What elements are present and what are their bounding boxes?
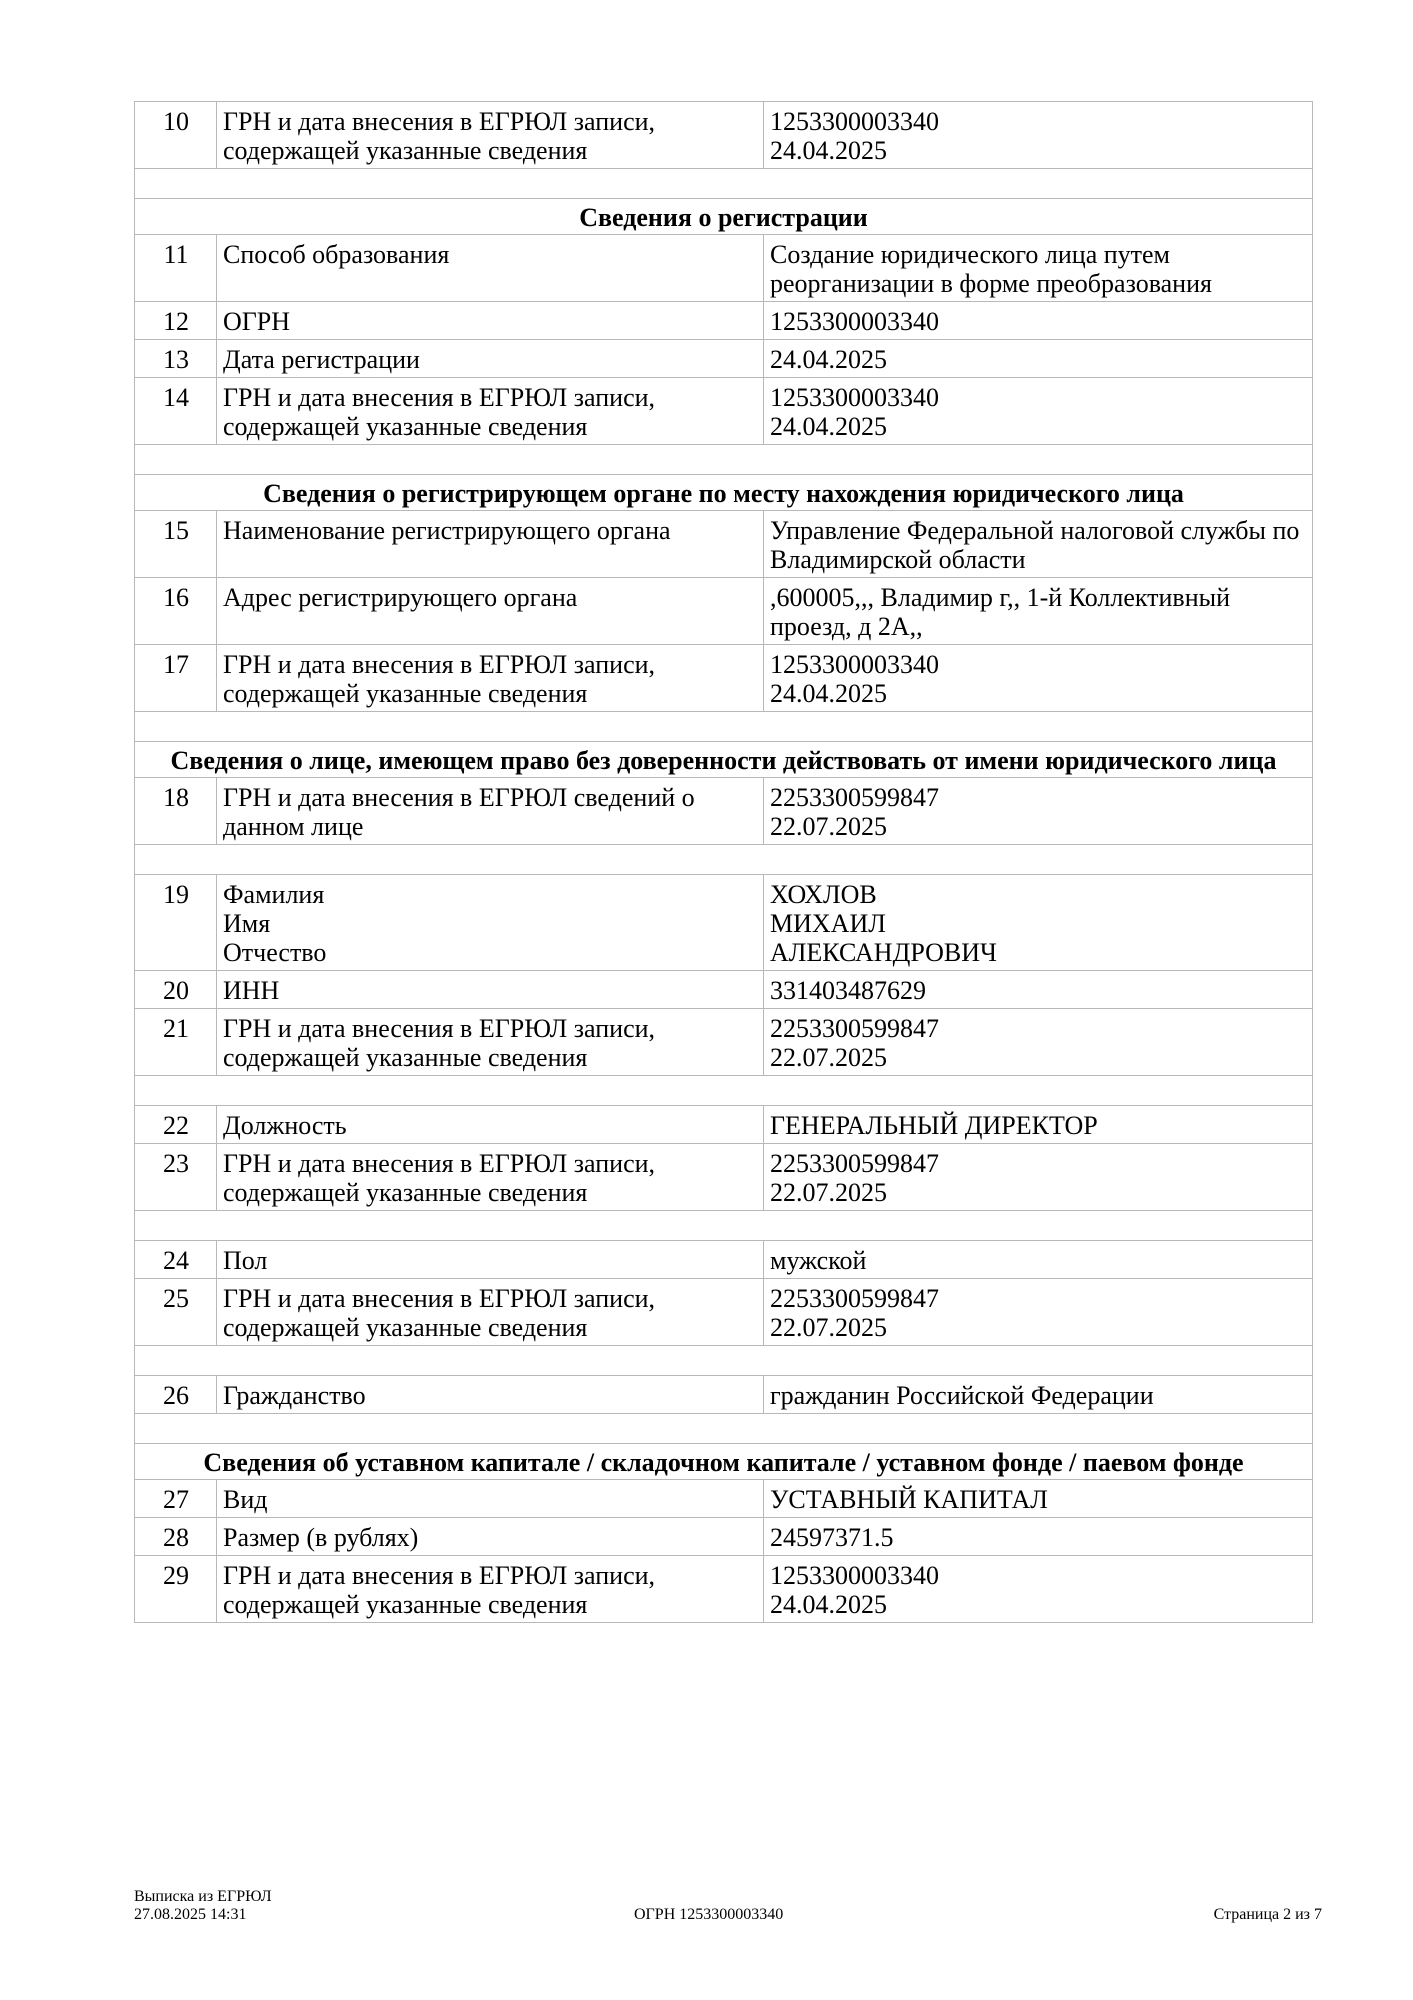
spacer-cell bbox=[135, 445, 1313, 475]
field-value: 331403487629 bbox=[764, 971, 1313, 1009]
spacer-cell bbox=[135, 712, 1313, 742]
row-number: 28 bbox=[135, 1518, 217, 1556]
field-label: ГРН и дата внесения в ЕГРЮЛ записи, содержащей указанные сведения bbox=[217, 645, 764, 712]
row-number: 24 bbox=[135, 1241, 217, 1279]
field-value: ХОХЛОВ МИХАИЛ АЛЕКСАНДРОВИЧ bbox=[764, 875, 1313, 971]
spacer-row bbox=[135, 1346, 1313, 1376]
row-number: 17 bbox=[135, 645, 217, 712]
field-label: Должность bbox=[217, 1106, 764, 1144]
field-label: Наименование регистрирующего органа bbox=[217, 511, 764, 578]
row-number: 26 bbox=[135, 1376, 217, 1414]
field-label: ОГРН bbox=[217, 302, 764, 340]
field-label: Размер (в рублях) bbox=[217, 1518, 764, 1556]
footer-left bbox=[134, 1888, 272, 1924]
section-header-row bbox=[135, 1444, 1313, 1480]
field-value: 2253300599847 22.07.2025 bbox=[764, 1279, 1313, 1346]
table-row bbox=[135, 1144, 1313, 1211]
row-number: 22 bbox=[135, 1106, 217, 1144]
field-label: Дата регистрации bbox=[217, 340, 764, 378]
section-header-row bbox=[135, 742, 1313, 778]
field-label: Фамилия Имя Отчество bbox=[217, 875, 764, 971]
table-row bbox=[135, 1279, 1313, 1346]
section-title: Сведения о регистрирующем органе по месту нахождения юридического лица bbox=[135, 475, 1313, 511]
field-value: мужской bbox=[764, 1241, 1313, 1279]
field-label: Пол bbox=[217, 1241, 764, 1279]
field-label: ГРН и дата внесения в ЕГРЮЛ записи, содержащей указанные сведения bbox=[217, 1279, 764, 1346]
table-row bbox=[135, 971, 1313, 1009]
field-label: Способ образования bbox=[217, 235, 764, 302]
table-row bbox=[135, 102, 1313, 169]
table-row bbox=[135, 1480, 1313, 1518]
row-number: 15 bbox=[135, 511, 217, 578]
spacer-cell bbox=[135, 845, 1313, 875]
table-row bbox=[135, 1556, 1313, 1623]
spacer-row bbox=[135, 712, 1313, 742]
section-title: Сведения об уставном капитале / складочном капитале / уставном фонде / паевом фонде bbox=[135, 1444, 1313, 1480]
field-label: Вид bbox=[217, 1480, 764, 1518]
field-value: 1253300003340 bbox=[764, 302, 1313, 340]
field-value: УСТАВНЫЙ КАПИТАЛ bbox=[764, 1480, 1313, 1518]
field-label: ИНН bbox=[217, 971, 764, 1009]
section-header-row bbox=[135, 475, 1313, 511]
field-value: Создание юридического лица путем реорганизации в форме преобразования bbox=[764, 235, 1313, 302]
field-value: ,600005,,, Владимир г,, 1-й Коллективный проезд, д 2А,, bbox=[764, 578, 1313, 645]
row-number: 16 bbox=[135, 578, 217, 645]
row-number: 11 bbox=[135, 235, 217, 302]
row-number: 13 bbox=[135, 340, 217, 378]
field-label: Адрес регистрирующего органа bbox=[217, 578, 764, 645]
egrul-extract-table bbox=[134, 101, 1313, 1623]
table-row bbox=[135, 235, 1313, 302]
footer-doc-title: Выписка из ЕГРЮЛ bbox=[134, 1888, 272, 1905]
row-number: 23 bbox=[135, 1144, 217, 1211]
egrul-table-body bbox=[135, 102, 1313, 1623]
field-value: 2253300599847 22.07.2025 bbox=[764, 778, 1313, 845]
field-value: 2253300599847 22.07.2025 bbox=[764, 1009, 1313, 1076]
field-label: Гражданство bbox=[217, 1376, 764, 1414]
field-value: 1253300003340 24.04.2025 bbox=[764, 378, 1313, 445]
table-row bbox=[135, 875, 1313, 971]
spacer-cell bbox=[135, 1346, 1313, 1376]
table-row bbox=[135, 645, 1313, 712]
field-value: 1253300003340 24.04.2025 bbox=[764, 1556, 1313, 1623]
field-value: 24.04.2025 bbox=[764, 340, 1313, 378]
row-number: 19 bbox=[135, 875, 217, 971]
row-number: 21 bbox=[135, 1009, 217, 1076]
field-label: ГРН и дата внесения в ЕГРЮЛ записи, содержащей указанные сведения bbox=[217, 1009, 764, 1076]
table-row bbox=[135, 578, 1313, 645]
section-title: Сведения о лице, имеющем право без доверенности действовать от имени юридического лица bbox=[135, 742, 1313, 778]
table-row bbox=[135, 1106, 1313, 1144]
table-row bbox=[135, 378, 1313, 445]
table-row bbox=[135, 778, 1313, 845]
field-value: 24597371.5 bbox=[764, 1518, 1313, 1556]
field-label: ГРН и дата внесения в ЕГРЮЛ записи, содержащей указанные сведения bbox=[217, 1556, 764, 1623]
field-value: 2253300599847 22.07.2025 bbox=[764, 1144, 1313, 1211]
row-number: 10 bbox=[135, 102, 217, 169]
field-value: ГЕНЕРАЛЬНЫЙ ДИРЕКТОР bbox=[764, 1106, 1313, 1144]
row-number: 12 bbox=[135, 302, 217, 340]
section-title: Сведения о регистрации bbox=[135, 199, 1313, 235]
spacer-row bbox=[135, 1211, 1313, 1241]
table-row bbox=[135, 1376, 1313, 1414]
footer-page-number: Страница 2 из 7 bbox=[1213, 1906, 1322, 1923]
spacer-row bbox=[135, 845, 1313, 875]
page-footer bbox=[134, 1888, 1322, 1928]
spacer-row bbox=[135, 445, 1313, 475]
spacer-row bbox=[135, 1414, 1313, 1444]
table-row bbox=[135, 1009, 1313, 1076]
table-row bbox=[135, 511, 1313, 578]
spacer-cell bbox=[135, 1076, 1313, 1106]
row-number: 14 bbox=[135, 378, 217, 445]
section-header-row bbox=[135, 199, 1313, 235]
field-label: ГРН и дата внесения в ЕГРЮЛ записи, содержащей указанные сведения bbox=[217, 102, 764, 169]
spacer-cell bbox=[135, 169, 1313, 199]
table-row bbox=[135, 1518, 1313, 1556]
footer-ogrn: ОГРН 1253300003340 bbox=[634, 1906, 784, 1923]
row-number: 27 bbox=[135, 1480, 217, 1518]
field-value: гражданин Российской Федерации bbox=[764, 1376, 1313, 1414]
footer-timestamp: 27.08.2025 14:31 bbox=[134, 1906, 247, 1923]
spacer-row bbox=[135, 169, 1313, 199]
spacer-cell bbox=[135, 1211, 1313, 1241]
row-number: 25 bbox=[135, 1279, 217, 1346]
field-value: 1253300003340 24.04.2025 bbox=[764, 645, 1313, 712]
field-value: Управление Федеральной налоговой службы по Владимирской области bbox=[764, 511, 1313, 578]
table-row bbox=[135, 340, 1313, 378]
field-label: ГРН и дата внесения в ЕГРЮЛ записи, содержащей указанные сведения bbox=[217, 1144, 764, 1211]
row-number: 18 bbox=[135, 778, 217, 845]
row-number: 20 bbox=[135, 971, 217, 1009]
spacer-row bbox=[135, 1076, 1313, 1106]
field-label: ГРН и дата внесения в ЕГРЮЛ сведений о данном лице bbox=[217, 778, 764, 845]
row-number: 29 bbox=[135, 1556, 217, 1623]
table-row bbox=[135, 1241, 1313, 1279]
field-label: ГРН и дата внесения в ЕГРЮЛ записи, содержащей указанные сведения bbox=[217, 378, 764, 445]
table-row bbox=[135, 302, 1313, 340]
spacer-cell bbox=[135, 1414, 1313, 1444]
field-value: 1253300003340 24.04.2025 bbox=[764, 102, 1313, 169]
